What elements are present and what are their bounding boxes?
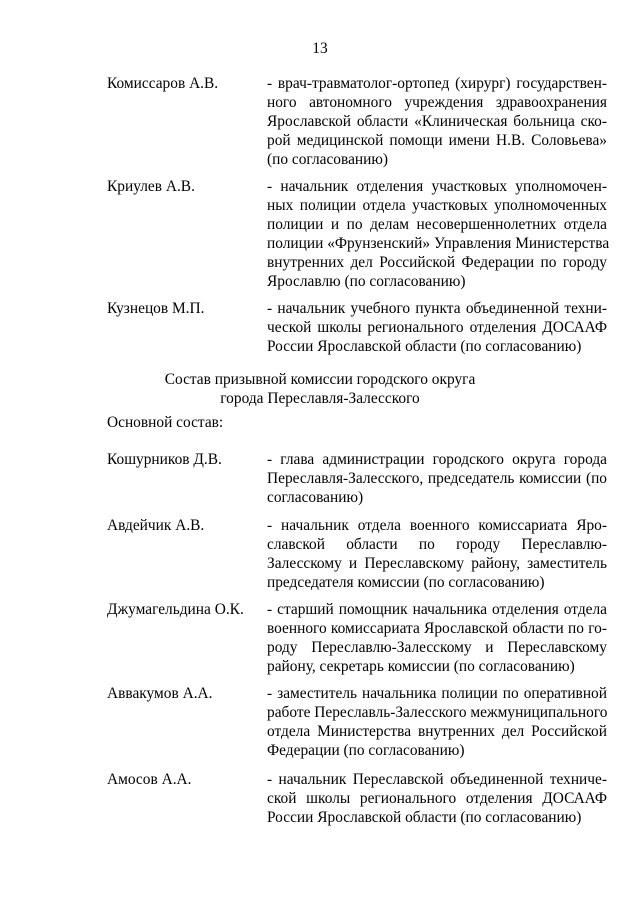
member-description xyxy=(267,516,607,592)
member-description xyxy=(267,770,607,827)
description-line: ческой школы регионального отделения ДОСААФ xyxy=(267,319,607,336)
description-line: отдела Министерства внутренних дел Российской xyxy=(267,723,607,740)
description-line: - заместитель начальника полиции по оперативной xyxy=(267,685,607,702)
description-line: - старший помощник начальника отделения отдела xyxy=(267,601,607,618)
member-name: Джумагельдина О.К. xyxy=(107,601,244,618)
member-name: Авдейчик А.В. xyxy=(107,517,205,534)
member-description xyxy=(267,684,607,760)
member-description xyxy=(267,299,607,356)
member-description xyxy=(267,600,607,676)
description-line: - глава администрации городского округа города xyxy=(267,451,607,468)
description-line: внутренних дел Российской Федерации по городу xyxy=(267,254,607,271)
description-line: Ярославской области «Клиническая больница ско- xyxy=(267,113,607,130)
description-line: рой медицинской помощи имени Н.В. Соловьева» xyxy=(267,132,607,149)
description-line: согласованию) xyxy=(267,489,364,506)
member-name: Амосов А.А. xyxy=(107,771,192,788)
description-line: - начальник учебного пункта объединенной техни- xyxy=(267,300,607,317)
member-description xyxy=(267,177,610,291)
description-line: ных полиции отдела участковых уполномоченных xyxy=(267,197,607,214)
section-heading-line-2: города Переславля-Залесского xyxy=(220,390,420,407)
description-line: России Ярославской области (по согласованию) xyxy=(267,809,582,826)
description-line: Переславля-Залесского, председатель комиссии (по xyxy=(267,470,607,487)
description-line: полиции и по делам несовершеннолетних отдела xyxy=(267,216,607,233)
member-name: Комиссаров А.В. xyxy=(107,75,219,92)
description-line: - врач-травматолог-ортопед (хирург) государствен- xyxy=(267,75,607,92)
member-name: Криулев А.В. xyxy=(107,178,195,195)
description-line: работе Переславль-Залесского межмуниципального xyxy=(267,704,608,721)
description-line: ного автономного учреждения здравоохранения xyxy=(267,94,607,111)
section-subheading: Основной состав: xyxy=(107,414,224,431)
description-line: России Ярославской области (по согласованию) xyxy=(267,338,582,355)
description-line: роду Переславлю-Залесскому и Переславскому xyxy=(267,639,607,656)
section-heading-line-1: Состав призывной комиссии городского округа xyxy=(164,371,476,388)
page-number: 13 xyxy=(312,40,328,57)
member-name: Кузнецов М.П. xyxy=(107,300,205,317)
member-name: Кошурников Д.В. xyxy=(107,451,222,468)
member-description xyxy=(267,74,607,169)
description-line: ской школы регионального отделения ДОСААФ xyxy=(267,790,607,807)
description-line: Федерации (по согласованию) xyxy=(267,742,465,759)
description-line: (по согласованию) xyxy=(267,151,388,168)
description-line: Ярославлю (по согласованию) xyxy=(267,273,466,290)
description-line: председателя комиссии (по согласованию) xyxy=(267,574,545,591)
description-line: Залесскому и Переславскому району, заместитель xyxy=(267,555,607,572)
description-line: полиции «Фрунзенский» Управления Министерства xyxy=(267,235,610,252)
description-line: славской области по городу Переславлю- xyxy=(267,536,607,553)
description-line: - начальник отделения участковых уполномочен- xyxy=(267,178,607,195)
description-line: району, секретарь комиссии (по согласованию) xyxy=(267,658,575,675)
member-description xyxy=(267,450,607,507)
description-line: военного комиссариата Ярославской области по го- xyxy=(267,620,607,637)
description-line: - начальник Переславской объединенной техниче- xyxy=(267,771,607,788)
member-name: Аввакумов А.А. xyxy=(107,685,213,702)
description-line: - начальник отдела военного комиссариата Яро- xyxy=(267,517,607,534)
